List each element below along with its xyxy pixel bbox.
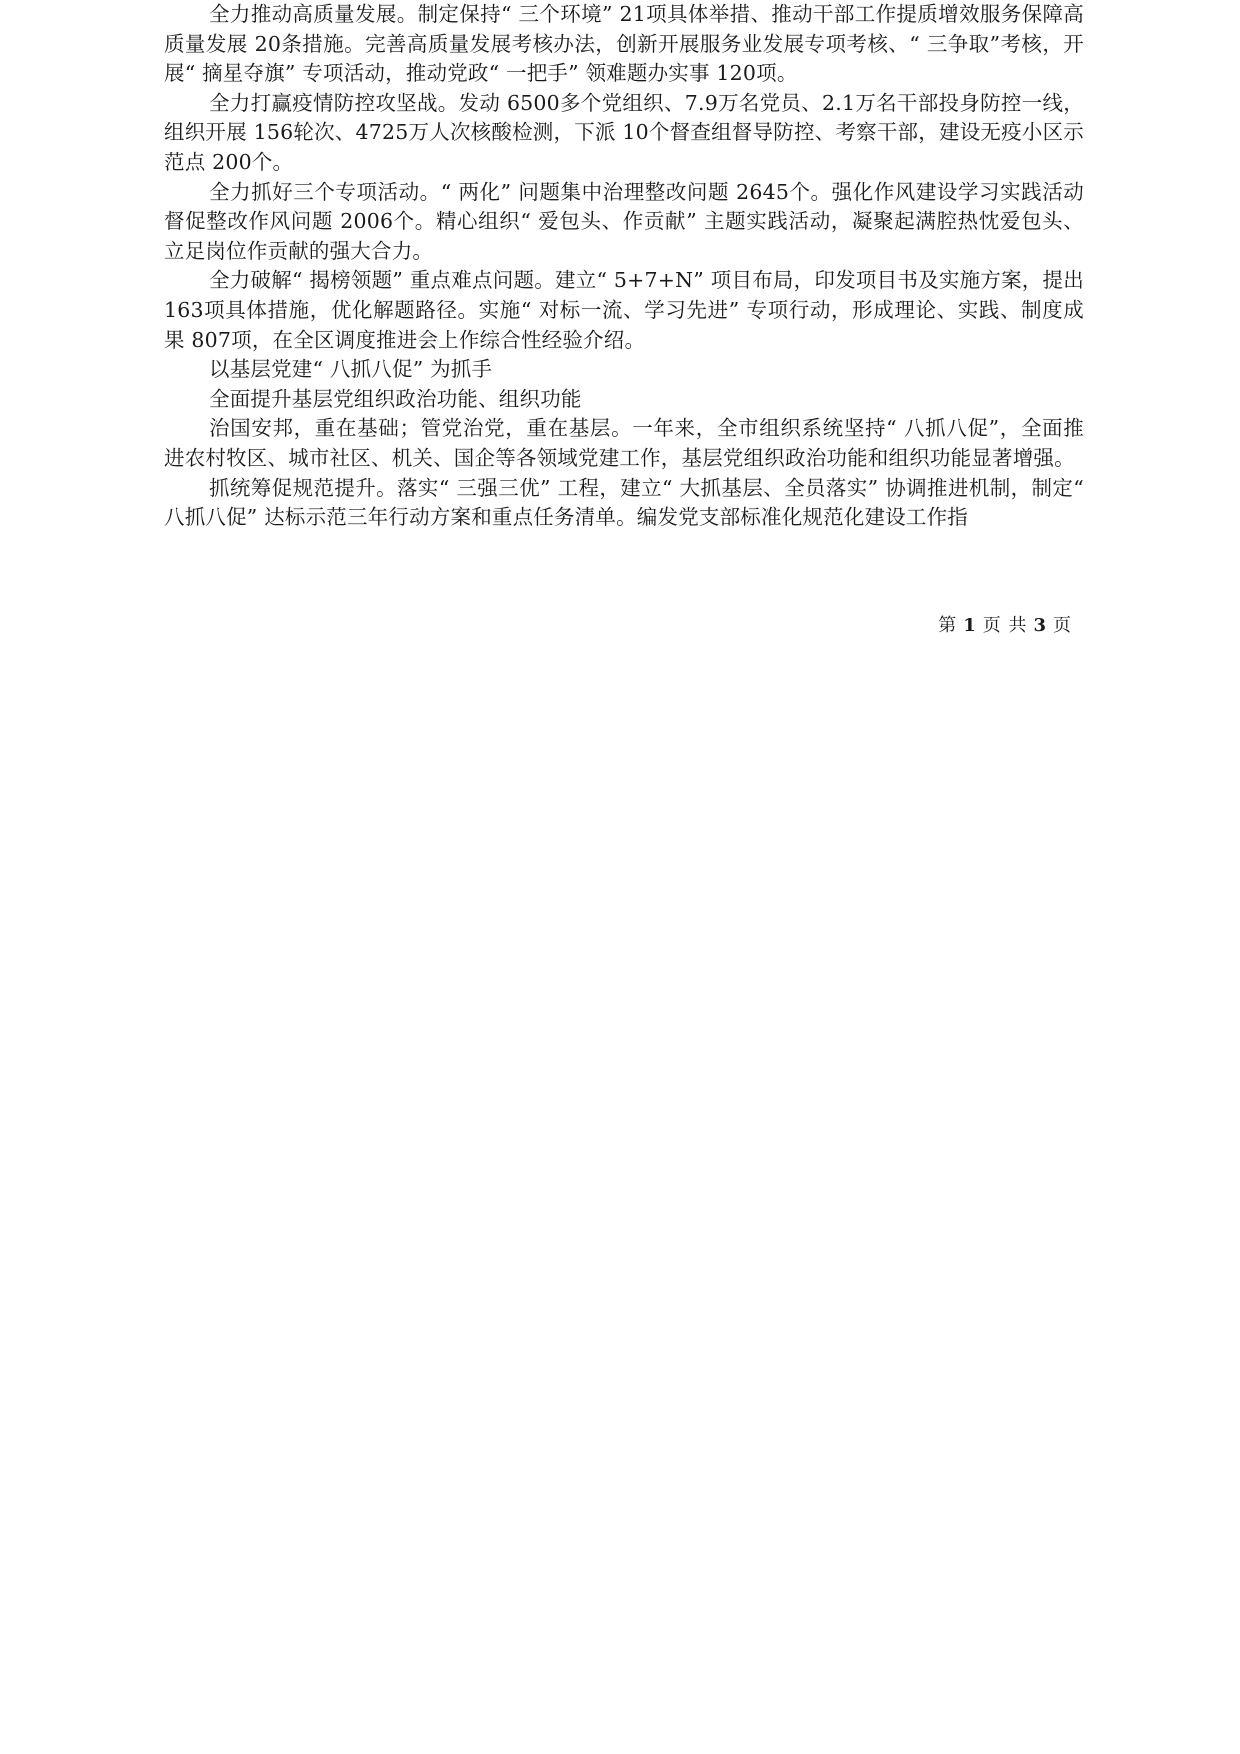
footer-middle: 页 共	[982, 615, 1028, 636]
paragraph-key-problems: 全力破解“ 揭榜领题” 重点难点问题。建立“ 5+7+N” 项目布局，印发项目书及实施方案，提出 163项具体措施，优化解题路径。实施“ 对标一流、学习先进” 专项行动，形成理论、实践、制度成果 807项，在全区调度推进会上作综合性经验介绍。	[164, 268, 1084, 352]
footer-suffix: 页	[1053, 615, 1072, 636]
paragraph-standardization: 抓统筹促规范提升。落实“ 三强三优” 工程，建立“ 大抓基层、全员落实” 协调推进机制，制定“ 八抓八促” 达标示范三年行动方案和重点任务清单。编发党支部标准化规范化建设工作指	[164, 475, 1084, 530]
paragraph-epidemic-control: 全力打赢疫情防控攻坚战。发动 6500多个党组织、7.9万名党员、2.1万名干部投身防控一线，组织开展 156轮次、4725万人次核酸检测，下派 10个督查组督导防控、考察干部，建设无疫小区示范点 200个。	[164, 90, 1084, 174]
paragraph-high-quality-development: 全力推动高质量发展。制定保持“ 三个环境” 21项具体举措、推动干部工作提质增效服务保障高质量发展 20条措施。完善高质量发展考核办法，创新开展服务业发展专项考核、“ 三争取”考核，开展“ 摘星夺旗” 专项活动，推动党政“ 一把手” 领难题办实事 120项。	[164, 2, 1084, 86]
footer-current-page: 1	[963, 615, 977, 636]
document-body	[164, 0, 1084, 533]
page-number-footer	[938, 614, 1072, 638]
section-heading-primary: 以基层党建“ 八抓八促” 为抓手	[209, 357, 493, 382]
section-heading-secondary: 全面提升基层党组织政治功能、组织功能	[209, 386, 582, 411]
footer-total-pages: 3	[1033, 615, 1047, 636]
paragraph-special-activities: 全力抓好三个专项活动。“ 两化” 问题集中治理整改问题 2645个。强化作风建设学习实践活动督促整改作风问题 2006个。精心组织“ 爱包头、作贡献” 主题实践活动，凝聚起满腔热忱爱包头、立足岗位作贡献的强大合力。	[164, 179, 1084, 263]
footer-prefix: 第	[938, 615, 958, 636]
paragraph-grassroots: 治国安邦，重在基础；管党治党，重在基层。一年来，全市组织系统坚持“ 八抓八促”，全面推进农村牧区、城市社区、机关、国企等各领域党建工作，基层党组织政治功能和组织功能显著增强。	[164, 416, 1084, 470]
